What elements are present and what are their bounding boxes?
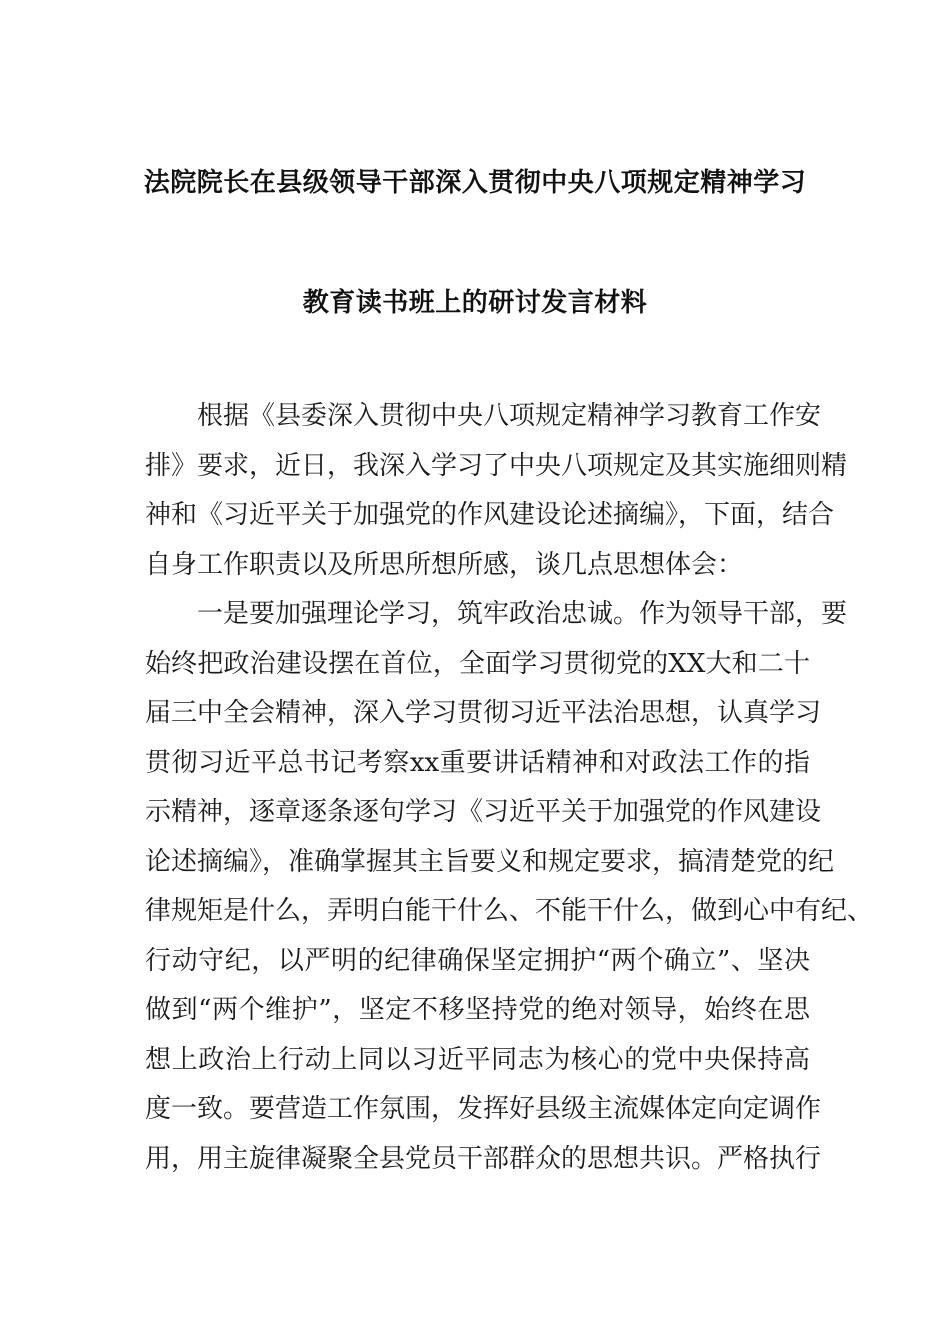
paragraph-2-line: 始终把政治建设摆在首位，全面学习贯彻党的XX大和二十: [145, 648, 810, 679]
paragraph-2-line: 用，用主旋律凝聚全县党员干部群众的思想共识。严格执行: [145, 1143, 822, 1174]
paragraph-2-line: 做到“两个维护”，坚定不移坚持党的绝对领导，始终在思: [145, 995, 810, 1025]
paragraph-2-line: 示精神，逐章逐条逐句学习《习近平关于加强党的作风建设: [145, 797, 822, 827]
paragraph-2-line: 一是要加强理论学习，筑牢政治忠诚。作为领导干部，要: [197, 599, 848, 629]
paragraph-2-line: 律规矩是什么，弄明白能干什么、不能干什么，做到心中有纪、: [145, 896, 874, 926]
paragraph-2-line: 度一致。要营造工作氛围，发挥好县级主流媒体定向定调作: [145, 1094, 822, 1124]
document-title-line-2: 教育读书班上的研讨发言材料: [302, 288, 648, 318]
document-body: [145, 392, 874, 1184]
paragraph-1-line: 根据《县委深入贯彻中央八项规定精神学习教育工作安: [197, 401, 822, 431]
paragraph-2-line: 想上政治上行动上同以习近平同志为核心的党中央保持高: [145, 1044, 810, 1075]
paragraph-1-line: 神和《习近平关于加强党的作风建设论述摘编》，下面，结合: [145, 500, 835, 530]
paragraph-2-line: 论述摘编》，准确掌握其主旨要义和规定要求，搞清楚党的纪: [145, 846, 835, 877]
paragraph-1-line: 排》要求，近日，我深入学习了中央八项规定及其实施细则精: [145, 450, 848, 481]
paragraph-2-line: 贯彻习近平总书记考察xx重要讲话精神和对政法工作的指: [145, 747, 810, 778]
paragraph-2-line: 行动守纪，以严明的纪律确保坚定拥护“两个确立”、坚决: [145, 945, 810, 976]
paragraph-2-line: 届三中全会精神，深入学习贯彻习近平法治思想，认真学习: [145, 698, 822, 728]
paragraph-1-line: 自身工作职责以及所思所想所感，谈几点思想体会：: [145, 549, 744, 580]
document-title-line-1: 法院院长在县级领导干部深入贯彻中央八项规定精神学习: [143, 168, 807, 198]
